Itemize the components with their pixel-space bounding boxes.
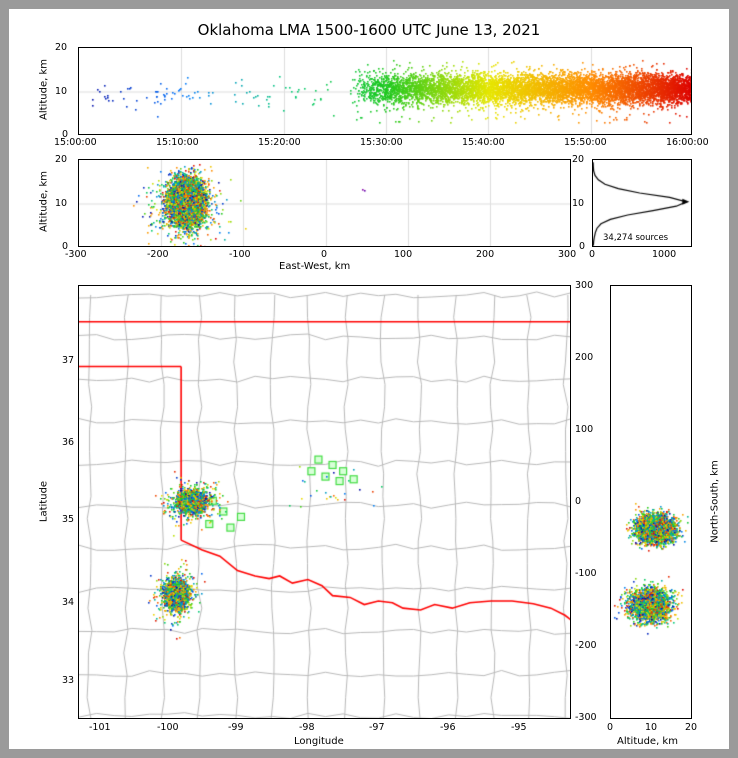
ns-ytick-m200: -200 (575, 640, 597, 651)
ew-xtick-m100: -100 (229, 249, 251, 260)
time-height-xtick-5: 15:50:00 (564, 137, 607, 148)
time-height-panel (78, 47, 692, 135)
map-panel (78, 285, 571, 719)
map-xtick-m101: -101 (89, 722, 111, 733)
figure-canvas (9, 9, 729, 749)
hist-ytick-20: 20 (572, 154, 585, 165)
figure-title: Oklahoma LMA 1500-1600 UTC June 13, 2021 (197, 21, 541, 39)
map-ytick-36: 36 (62, 437, 75, 448)
nsalt-xtick-0: 0 (607, 722, 614, 733)
time-height-ytick-10: 10 (55, 86, 68, 97)
ew-ytick-0: 0 (62, 241, 69, 252)
ew-xtick-100: 100 (394, 249, 413, 260)
north-south-ylabel: North-South, km (709, 460, 721, 543)
map-ytick-35: 35 (62, 514, 75, 525)
time-height-xtick-4: 15:40:00 (462, 137, 505, 148)
map-ylabel: Latitude (38, 480, 50, 523)
map-xlabel: Longitude (294, 736, 344, 747)
north-south-xlabel: Altitude, km (617, 736, 678, 747)
time-height-ytick-20: 20 (55, 42, 68, 53)
north-south-altitude-panel (610, 285, 692, 719)
time-height-xtick-2: 15:20:00 (258, 137, 301, 148)
east-west-xlabel: East-West, km (279, 261, 351, 272)
nsalt-xtick-10: 10 (645, 722, 658, 733)
ew-xtick-300: 300 (558, 249, 577, 260)
ew-ytick-20: 20 (55, 154, 68, 165)
map-xtick-m95: -95 (511, 722, 527, 733)
hist-xtick-0: 0 (589, 249, 596, 260)
ew-xtick-m200: -200 (147, 249, 169, 260)
time-height-xtick-1: 15:10:00 (156, 137, 199, 148)
ns-ytick-m100: -100 (575, 568, 597, 579)
hist-ytick-10: 10 (572, 198, 585, 209)
ns-ytick-100: 100 (575, 424, 594, 435)
time-height-xtick-0: 15:00:00 (54, 137, 97, 148)
ns-ytick-m300: -300 (575, 712, 597, 723)
ns-ytick-300: 300 (575, 280, 594, 291)
time-height-ylabel: Altitude, km (38, 59, 50, 120)
map-xtick-m100: -100 (157, 722, 179, 733)
map-xtick-m99: -99 (228, 722, 244, 733)
time-height-xtick-6: 16:00:00 (666, 137, 709, 148)
ew-xtick-m300: -300 (65, 249, 87, 260)
map-ytick-33: 33 (62, 675, 75, 686)
nsalt-xtick-20: 20 (685, 722, 698, 733)
time-height-xtick-3: 15:30:00 (360, 137, 403, 148)
map-ytick-34: 34 (62, 597, 75, 608)
source-count-label: 34,274 sources (603, 233, 669, 243)
ew-xtick-200: 200 (476, 249, 495, 260)
ns-ytick-0: 0 (575, 496, 582, 507)
time-height-ytick-0: 0 (62, 129, 69, 140)
map-ytick-37: 37 (62, 355, 75, 366)
map-xtick-m98: -98 (299, 722, 315, 733)
ew-xtick-0: 0 (321, 249, 328, 260)
east-west-height-panel (78, 159, 571, 247)
hist-ytick-0: 0 (579, 241, 586, 252)
ns-ytick-200: 200 (575, 352, 594, 363)
ew-ytick-10: 10 (55, 198, 68, 209)
east-west-ylabel: Altitude, km (38, 171, 50, 232)
map-xtick-m97: -97 (369, 722, 385, 733)
hist-xtick-1000: 1000 (652, 249, 677, 260)
map-xtick-m96: -96 (440, 722, 456, 733)
